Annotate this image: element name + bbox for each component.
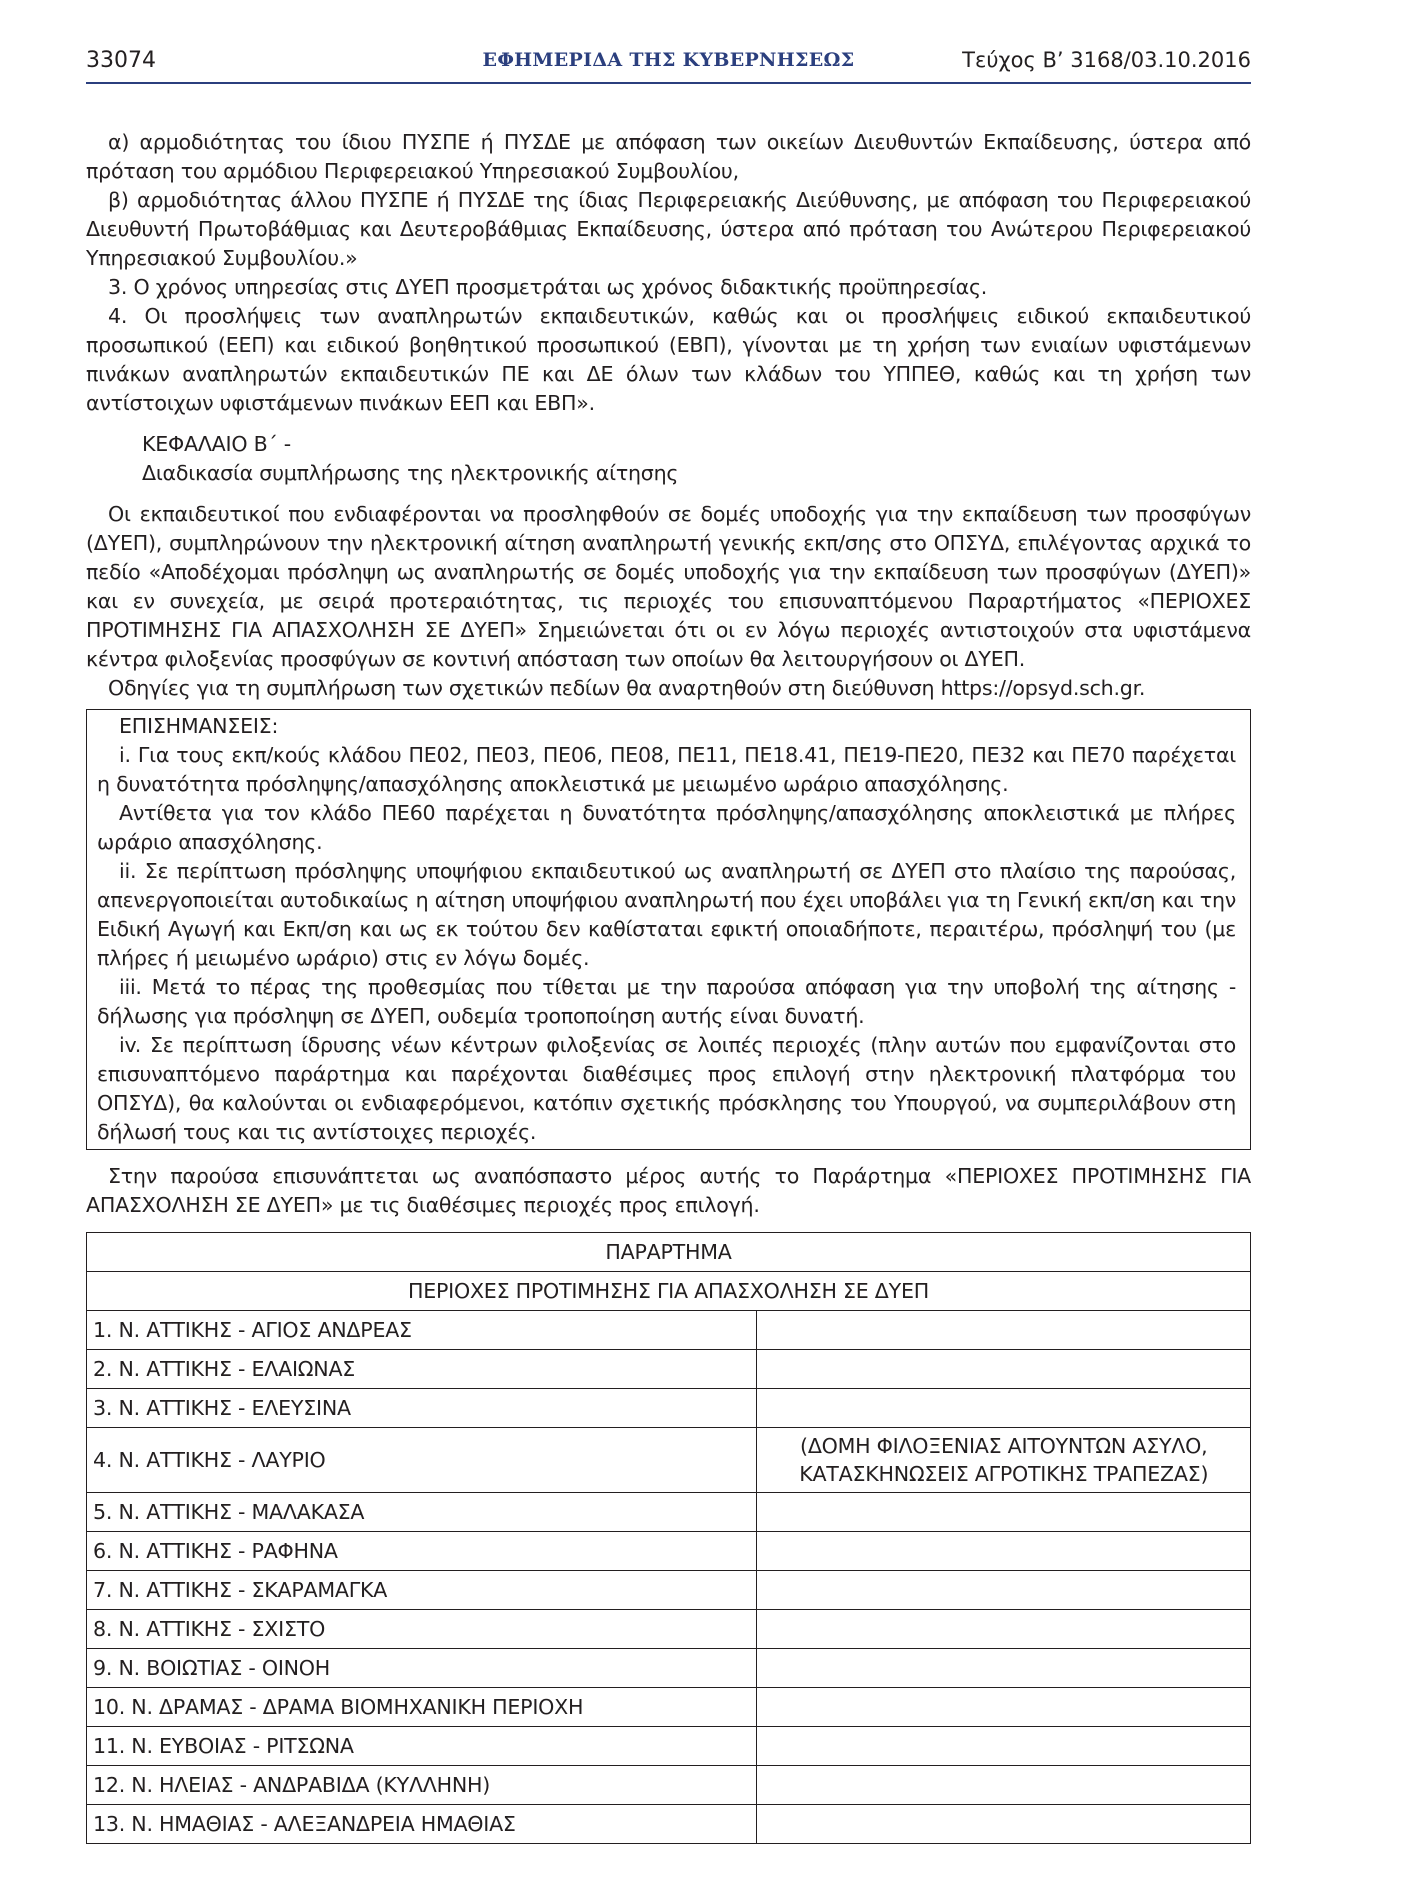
table-row xyxy=(87,1389,1251,1428)
table-row xyxy=(87,1571,1251,1610)
annex-note-cell xyxy=(757,1727,1251,1766)
notice-item-ii: ii. Σε περίπτωση πρόσληψης υποψήφιου εκπαιδευτικού ως αναπληρωτή σε ΔΥΕΠ στο πλαίσιο της παρούσας, απενεργοποιείται αυτοδικαίως η αίτηση υποψήφιου αναπληρωτή που έχει υποβάλει για τη Γενική εκπ/ση και την Ειδική Αγωγή και Εκπ/ση και ως εκ τούτου δεν καθίσταται εφικτή οποιαδήποτε, περαιτέρω, πρόσληψή του (με πλήρες ή μειωμένο ωράριο) στις εν λόγω δομές. xyxy=(97,859,1236,970)
table-row xyxy=(87,1493,1251,1532)
annex-note-cell xyxy=(757,1766,1251,1805)
annex-subtitle-row xyxy=(87,1272,1251,1311)
annex-area-cell: 4. Ν. ΑΤΤΙΚΗΣ - ΛΑΥΡΙΟ xyxy=(87,1428,757,1493)
paragraph-5: Οι εκπαιδευτικοί που ενδιαφέρονται να προσληφθούν σε δομές υποδοχής για την εκπαίδευση των προσφύγων (ΔΥΕΠ), συμπληρώνουν την ηλεκτρονική αίτηση αναπληρωτή γενικής εκπ/σης στο ΟΠΣΥΔ, επιλέγοντας αρχικά το πεδίο «Αποδέχομαι πρόσληψη ως αναπληρωτής σε δομές υποδοχής για την εκπαίδευση των προσφύγων (ΔΥΕΠ)» και εν συνεχεία, με σειρά προτεραιότητας, τις περιοχές του επισυναπτόμενου Παραρτήματος «ΠΕΡΙΟΧΕΣ ΠΡΟΤΙΜΗΣΗΣ ΓΙΑ ΑΠΑΣΧΟΛΗΣΗ ΣΕ ΔΥΕΠ» Σημειώνεται ότι οι εν λόγω περιοχές αντιστοιχούν στα υφιστάμενα κέντρα φιλοξενίας προσφύγων σε κοντινή απόσταση των οποίων θα λειτουργήσουν οι ΔΥΕΠ. xyxy=(86,502,1251,671)
notice-item-i-contrast: Αντίθετα για τον κλάδο ΠΕ60 παρέχεται η δυνατότητα πρόσληψης/απασχόλησης αποκλειστικά με πλήρες ωράριο απασχόλησης. xyxy=(97,801,1236,854)
annex-title: ΠΑΡΑΡΤΗΜΑ xyxy=(87,1233,1251,1272)
table-row xyxy=(87,1649,1251,1688)
annex-table xyxy=(86,1232,1251,1844)
paragraph-alpha: α) αρμοδιότητας του ίδιου ΠΥΣΠΕ ή ΠΥΣΔΕ με απόφαση των οικείων Διευθυντών Εκπαίδευσης, ύστερα από πρόταση του αρμόδιου Περιφερειακού Υπηρεσιακού Συμβουλίου, xyxy=(86,130,1251,183)
paragraph-6: Οδηγίες για τη συμπλήρωση των σχετικών πεδίων θα αναρτηθούν στη διεύθυνση https://opsyd.sch.gr. xyxy=(108,676,1146,700)
table-row xyxy=(87,1688,1251,1727)
page-number: 33074 xyxy=(86,48,156,73)
annex-area-cell: 2. Ν. ΑΤΤΙΚΗΣ - ΕΛΑΙΩΝΑΣ xyxy=(87,1350,757,1389)
notice-item-iii: iii. Μετά το πέρας της προθεσμίας που τίθεται με την παρούσα απόφαση για την υποβολή της αίτησης - δήλωσης για πρόσληψη σε ΔΥΕΠ, ουδεμία τροποποίηση αυτής είναι δυνατή. xyxy=(97,975,1236,1028)
annex-area-cell: 9. Ν. ΒΟΙΩΤΙΑΣ - ΟΙΝΟΗ xyxy=(87,1649,757,1688)
table-row xyxy=(87,1311,1251,1350)
annex-note-cell xyxy=(757,1311,1251,1350)
chapter-title: Διαδικασία συμπλήρωσης της ηλεκτρονικής αίτησης xyxy=(142,461,679,485)
annex-area-cell: 3. Ν. ΑΤΤΙΚΗΣ - ΕΛΕΥΣΙΝΑ xyxy=(87,1389,757,1428)
annex-area-cell: 5. Ν. ΑΤΤΙΚΗΣ - ΜΑΛΑΚΑΣΑ xyxy=(87,1493,757,1532)
paragraph-7: Στην παρούσα επισυνάπτεται ως αναπόσπαστο μέρος αυτής το Παράρτημα «ΠΕΡΙΟΧΕΣ ΠΡΟΤΙΜΗΣΗΣ ΓΙΑ ΑΠΑΣΧΟΛΗΣΗ ΣΕ ΔΥΕΠ» με τις διαθέσιμες περιοχές προς επιλογή. xyxy=(86,1164,1251,1217)
table-row xyxy=(87,1532,1251,1571)
annex-area-cell: 8. Ν. ΑΤΤΙΚΗΣ - ΣΧΙΣΤΟ xyxy=(87,1610,757,1649)
annex-area-cell: 13. Ν. ΗΜΑΘΙΑΣ - ΑΛΕΞΑΝΔΡΕΙΑ ΗΜΑΘΙΑΣ xyxy=(87,1805,757,1844)
paragraph-4: 4. Οι προσλήψεις των αναπληρωτών εκπαιδευτικών, καθώς και οι προσλήψεις ειδικού εκπαιδευτικού προσωπικού (ΕΕΠ) και ειδικού βοηθητικού προσωπικού (ΕΒΠ), γίνονται με τη χρήση των ενιαίων υφιστάμενων πινάκων αναπληρωτών εκπαιδευτικών ΠΕ και ΔΕ όλων των κλάδων του ΥΠΠΕΘ, καθώς και τη χρήση των αντίστοιχων υφιστάμενων πινάκων ΕΕΠ και ΕΒΠ». xyxy=(86,304,1251,415)
annex-note-cell: (ΔΟΜΗ ΦΙΛΟΞΕΝΙΑΣ ΑΙΤΟΥΝΤΩΝ ΑΣΥΛΟ, ΚΑΤΑΣΚΗΝΩΣΕΙΣ ΑΓΡΟΤΙΚΗΣ ΤΡΑΠΕΖΑΣ) xyxy=(757,1428,1251,1493)
table-row xyxy=(87,1727,1251,1766)
table-row xyxy=(87,1766,1251,1805)
annex-note-cell xyxy=(757,1350,1251,1389)
paragraph-3: 3. Ο χρόνος υπηρεσίας στις ΔΥΕΠ προσμετράται ως χρόνος διδακτικής προϋπηρεσίας. xyxy=(108,275,988,299)
notice-item-iv: iv. Σε περίπτωση ίδρυσης νέων κέντρων φιλοξενίας σε λοιπές περιοχές (πλην αυτών που εμφανίζονται στο επισυναπτόμενο παράρτημα και παρέχονται διαθέσιμες προς επιλογή στην ηλεκτρονική πλατφόρμα του ΟΠΣΥΔ), θα καλούνται οι ενδιαφερόμενοι, κατόπιν σχετικής πρόσκλησης του Υπουργού, να συμπεριλάβουν στη δήλωσή τους και τις αντίστοιχες περιοχές. xyxy=(97,1033,1236,1144)
header-rule xyxy=(86,82,1251,84)
annex-note-cell xyxy=(757,1688,1251,1727)
chapter-label: ΚΕΦΑΛΑΙΟ Β΄ - xyxy=(142,432,291,456)
document-body xyxy=(86,128,1251,1844)
annex-note-cell xyxy=(757,1532,1251,1571)
annex-note-cell xyxy=(757,1649,1251,1688)
gazette-title: ΕΦΗΜΕΡΙΔΑ ΤΗΣ ΚΥΒΕΡΝΗΣΕΩΣ xyxy=(482,49,855,71)
table-row xyxy=(87,1805,1251,1844)
annex-area-cell: 6. Ν. ΑΤΤΙΚΗΣ - ΡΑΦΗΝΑ xyxy=(87,1532,757,1571)
annex-subtitle: ΠΕΡΙΟΧΕΣ ΠΡΟΤΙΜΗΣΗΣ ΓΙΑ ΑΠΑΣΧΟΛΗΣΗ ΣΕ ΔΥΕΠ xyxy=(87,1272,1251,1311)
annex-title-row xyxy=(87,1233,1251,1272)
annex-note-cell xyxy=(757,1610,1251,1649)
table-row xyxy=(87,1350,1251,1389)
annex-area-cell: 1. Ν. ΑΤΤΙΚΗΣ - ΑΓΙΟΣ ΑΝΔΡΕΑΣ xyxy=(87,1311,757,1350)
annex-area-cell: 10. Ν. ΔΡΑΜΑΣ - ΔΡΑΜΑ ΒΙΟΜΗΧΑΝΙΚΗ ΠΕΡΙΟΧΗ xyxy=(87,1688,757,1727)
notice-title: ΕΠΙΣΗΜΑΝΣΕΙΣ: xyxy=(119,714,279,738)
annex-area-cell: 12. Ν. ΗΛΕΙΑΣ - ΑΝΔΡΑΒΙΔΑ (ΚΥΛΛΗΝΗ) xyxy=(87,1766,757,1805)
notice-box xyxy=(86,709,1251,1150)
table-row xyxy=(87,1428,1251,1493)
table-row xyxy=(87,1610,1251,1649)
annex-area-cell: 11. Ν. ΕΥΒΟΙΑΣ - ΡΙΤΣΩΝΑ xyxy=(87,1727,757,1766)
page-header xyxy=(86,48,1251,84)
annex-note-cell xyxy=(757,1389,1251,1428)
annex-note-cell xyxy=(757,1493,1251,1532)
annex-note-cell xyxy=(757,1805,1251,1844)
annex-note-cell xyxy=(757,1571,1251,1610)
notice-item-i: i. Για τους εκπ/κούς κλάδου ΠΕ02, ΠΕ03, ΠΕ06, ΠΕ08, ΠΕ11, ΠΕ18.41, ΠΕ19-ΠΕ20, ΠΕ32 και ΠΕ70 παρέχεται η δυνατότητα πρόσληψης/απασχόλησης αποκλειστικά με μειωμένο ωράριο απασχόλησης. xyxy=(97,743,1236,796)
annex-area-cell: 7. Ν. ΑΤΤΙΚΗΣ - ΣΚΑΡΑΜΑΓΚΑ xyxy=(87,1571,757,1610)
issue-number: Τεύχος Β’ 3168/03.10.2016 xyxy=(962,48,1251,72)
paragraph-beta: β) αρμοδιότητας άλλου ΠΥΣΠΕ ή ΠΥΣΔΕ της ίδιας Περιφερειακής Διεύθυνσης, με απόφαση του Περιφερειακού Διευθυντή Πρωτοβάθμιας και Δευτεροβάθμιας Εκπαίδευσης, ύστερα από πρόταση του Ανώτερου Περιφερειακού Υπηρεσιακού Συμβουλίου.» xyxy=(86,188,1251,270)
